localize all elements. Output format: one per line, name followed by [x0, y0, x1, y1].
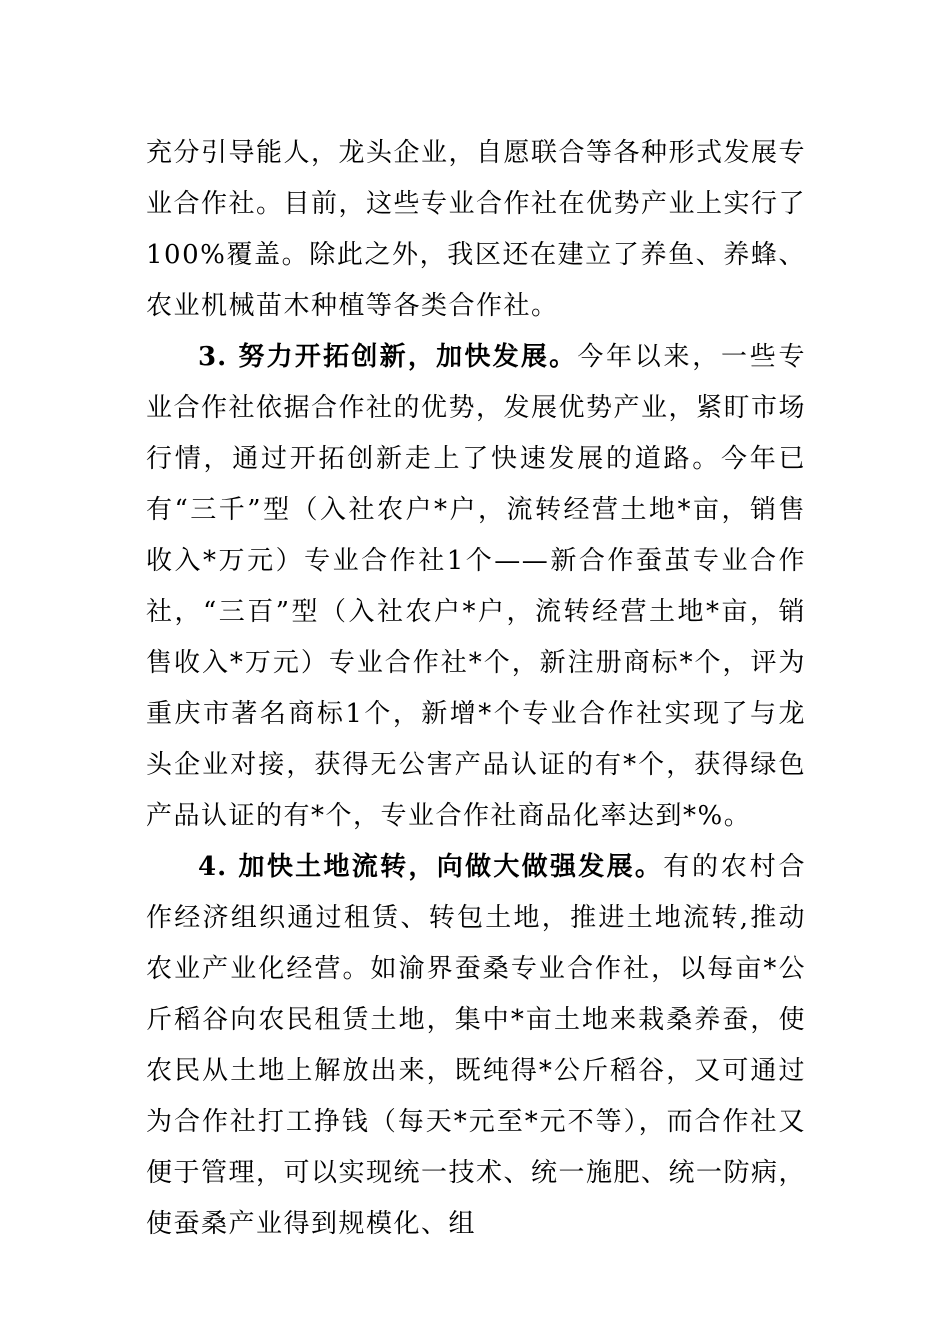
paragraph-heading: 3. 努力开拓创新，加快发展。 [198, 342, 578, 372]
paragraph-item-3 [146, 332, 806, 842]
paragraph-text: 充分引导能人，龙头企业，自愿联合等各种形式发展专业合作社。目前，这些专业合作社在优势产业上实行了100%覆盖。除此之外，我区还在建立了养鱼、养蜂、农业机械苗木种植等各类合作社。 [146, 138, 807, 321]
paragraph-text: 今年以来，一些专业合作社依据合作社的优势，发展优势产业，紧盯市场行情，通过开拓创新走上了快速发展的道路。今年已有“三千”型（入社农户*户，流转经营土地*亩，销售收入*万元）专业合作社1个——新合作蚕茧专业合作社，“三百”型（入社农户*户，流转经营土地*亩，销售收入*万元）专业合作社*个，新注册商标*个，评为重庆市著名商标1个，新增*个专业合作社实现了与龙头企业对接，获得无公害产品认证的有*个，获得绿色产品认证的有*个，专业合作社商品化率达到*%。 [146, 342, 807, 831]
paragraph-continued [146, 128, 806, 332]
document-body [146, 128, 806, 1250]
paragraph-text: 有的农村合作经济组织通过租赁、转包土地，推进土地流转,推动农业产业化经营。如渝界蚕桑专业合作社，以每亩*公斤稻谷向农民租赁土地，集中*亩土地来栽桑养蚕，使农民从土地上解放出来，既纯得*公斤稻谷，又可通过为合作社打工挣钱（每天*元至*元不等），而合作社又便于管理，可以实现统一技术、统一施肥、统一防病，使蚕桑产业得到规模化、组 [146, 852, 807, 1239]
paragraph-item-4 [146, 842, 806, 1250]
paragraph-heading: 4. 加快土地流转，向做大做强发展。 [198, 852, 664, 882]
